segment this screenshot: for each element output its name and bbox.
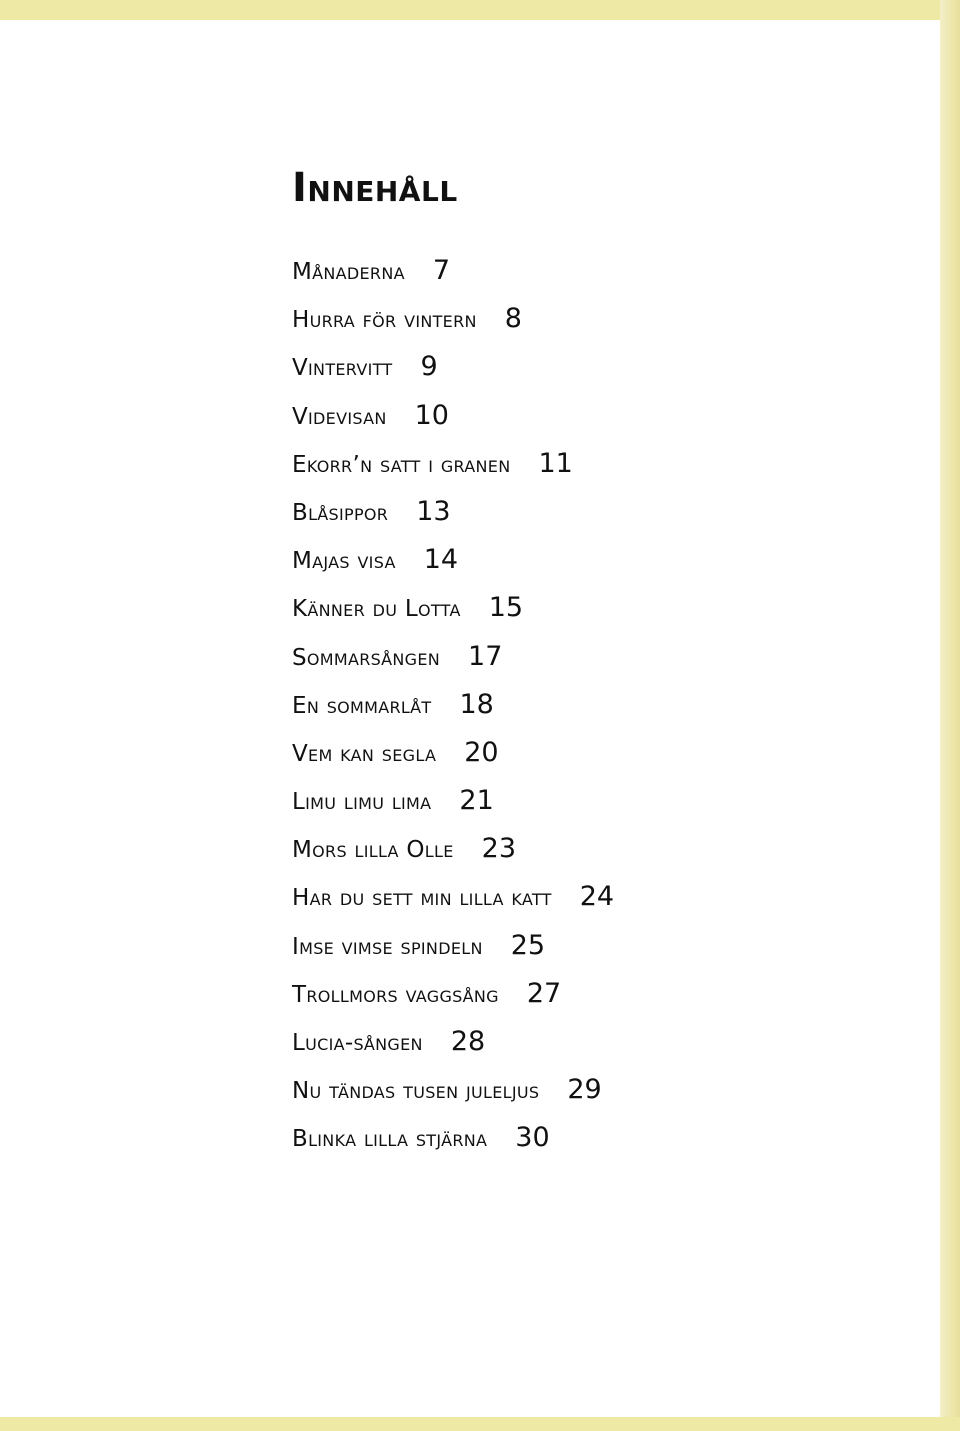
toc-item-title: Hurra för vintern — [292, 307, 477, 334]
toc-item-title: Lucia-sången — [292, 1030, 423, 1056]
toc-item-title: Mors lilla Olle — [292, 837, 454, 864]
toc-item-title: En sommarlåt — [292, 692, 432, 719]
toc-item-page: 10 — [414, 399, 449, 431]
toc-item — [292, 400, 614, 448]
toc-item — [292, 303, 614, 351]
page-border-right — [940, 0, 960, 1431]
toc-item — [292, 496, 614, 544]
toc-item-title: Vintervitt — [292, 355, 393, 382]
table-of-contents — [292, 255, 614, 1171]
toc-item-page: 25 — [510, 929, 546, 961]
toc-item-page: 14 — [423, 544, 459, 576]
toc-item-title: Nu tändas tusen juleljus — [292, 1078, 540, 1105]
toc-item — [292, 255, 614, 303]
toc-item-title: Har du sett min lilla katt — [292, 885, 552, 912]
toc-item-page: 15 — [488, 592, 524, 624]
toc-item — [292, 833, 614, 881]
toc-item — [292, 544, 614, 592]
toc-item — [292, 1122, 614, 1170]
toc-item-title: Limu limu lima — [292, 789, 432, 816]
page-title: Innehåll — [292, 165, 458, 211]
toc-item — [292, 930, 614, 978]
toc-item — [292, 689, 614, 737]
toc-item-page: 20 — [464, 736, 499, 768]
toc-item — [292, 737, 614, 785]
toc-item — [292, 881, 614, 929]
toc-item — [292, 641, 614, 689]
toc-item — [292, 1074, 614, 1122]
toc-item-page: 13 — [416, 495, 451, 527]
toc-item-page: 18 — [459, 688, 494, 720]
toc-item-page: 7 — [432, 255, 451, 286]
toc-item — [292, 785, 614, 833]
toc-item-page: 9 — [420, 351, 438, 383]
toc-item-title: Blåsippor — [292, 499, 389, 526]
toc-item-page: 27 — [526, 977, 562, 1009]
toc-item-title: Sommarsången — [292, 644, 441, 671]
toc-item — [292, 1026, 614, 1074]
toc-item-title: Imse vimse spindeln — [292, 933, 483, 960]
toc-item-page: 21 — [459, 785, 494, 817]
page-border-bottom — [0, 1417, 960, 1431]
toc-item-page: 23 — [481, 833, 517, 865]
toc-item-title: Känner du Lotta — [292, 596, 461, 623]
toc-item-title: Videvisan — [292, 403, 387, 430]
toc-item — [292, 592, 614, 640]
toc-item-page: 28 — [450, 1026, 486, 1057]
toc-item-title: Majas visa — [292, 548, 396, 575]
toc-item-title: Blinka lilla stjärna — [292, 1126, 488, 1153]
toc-item-title: Vem kan segla — [292, 740, 437, 767]
toc-item — [292, 448, 614, 496]
toc-item-page: 17 — [468, 640, 503, 672]
toc-item-page: 29 — [567, 1074, 602, 1106]
toc-item-page: 8 — [504, 303, 522, 335]
page-border-top — [0, 0, 960, 20]
toc-item-page: 24 — [579, 881, 615, 913]
toc-item — [292, 351, 614, 399]
toc-item-page: 30 — [515, 1122, 550, 1154]
toc-item — [292, 978, 614, 1026]
toc-item-title: Ekorr’n satt i granen — [292, 451, 511, 478]
toc-item-title: Månaderna — [292, 259, 405, 285]
toc-item-page: 11 — [538, 447, 573, 479]
toc-item-title: Trollmors vaggsång — [292, 981, 499, 1008]
